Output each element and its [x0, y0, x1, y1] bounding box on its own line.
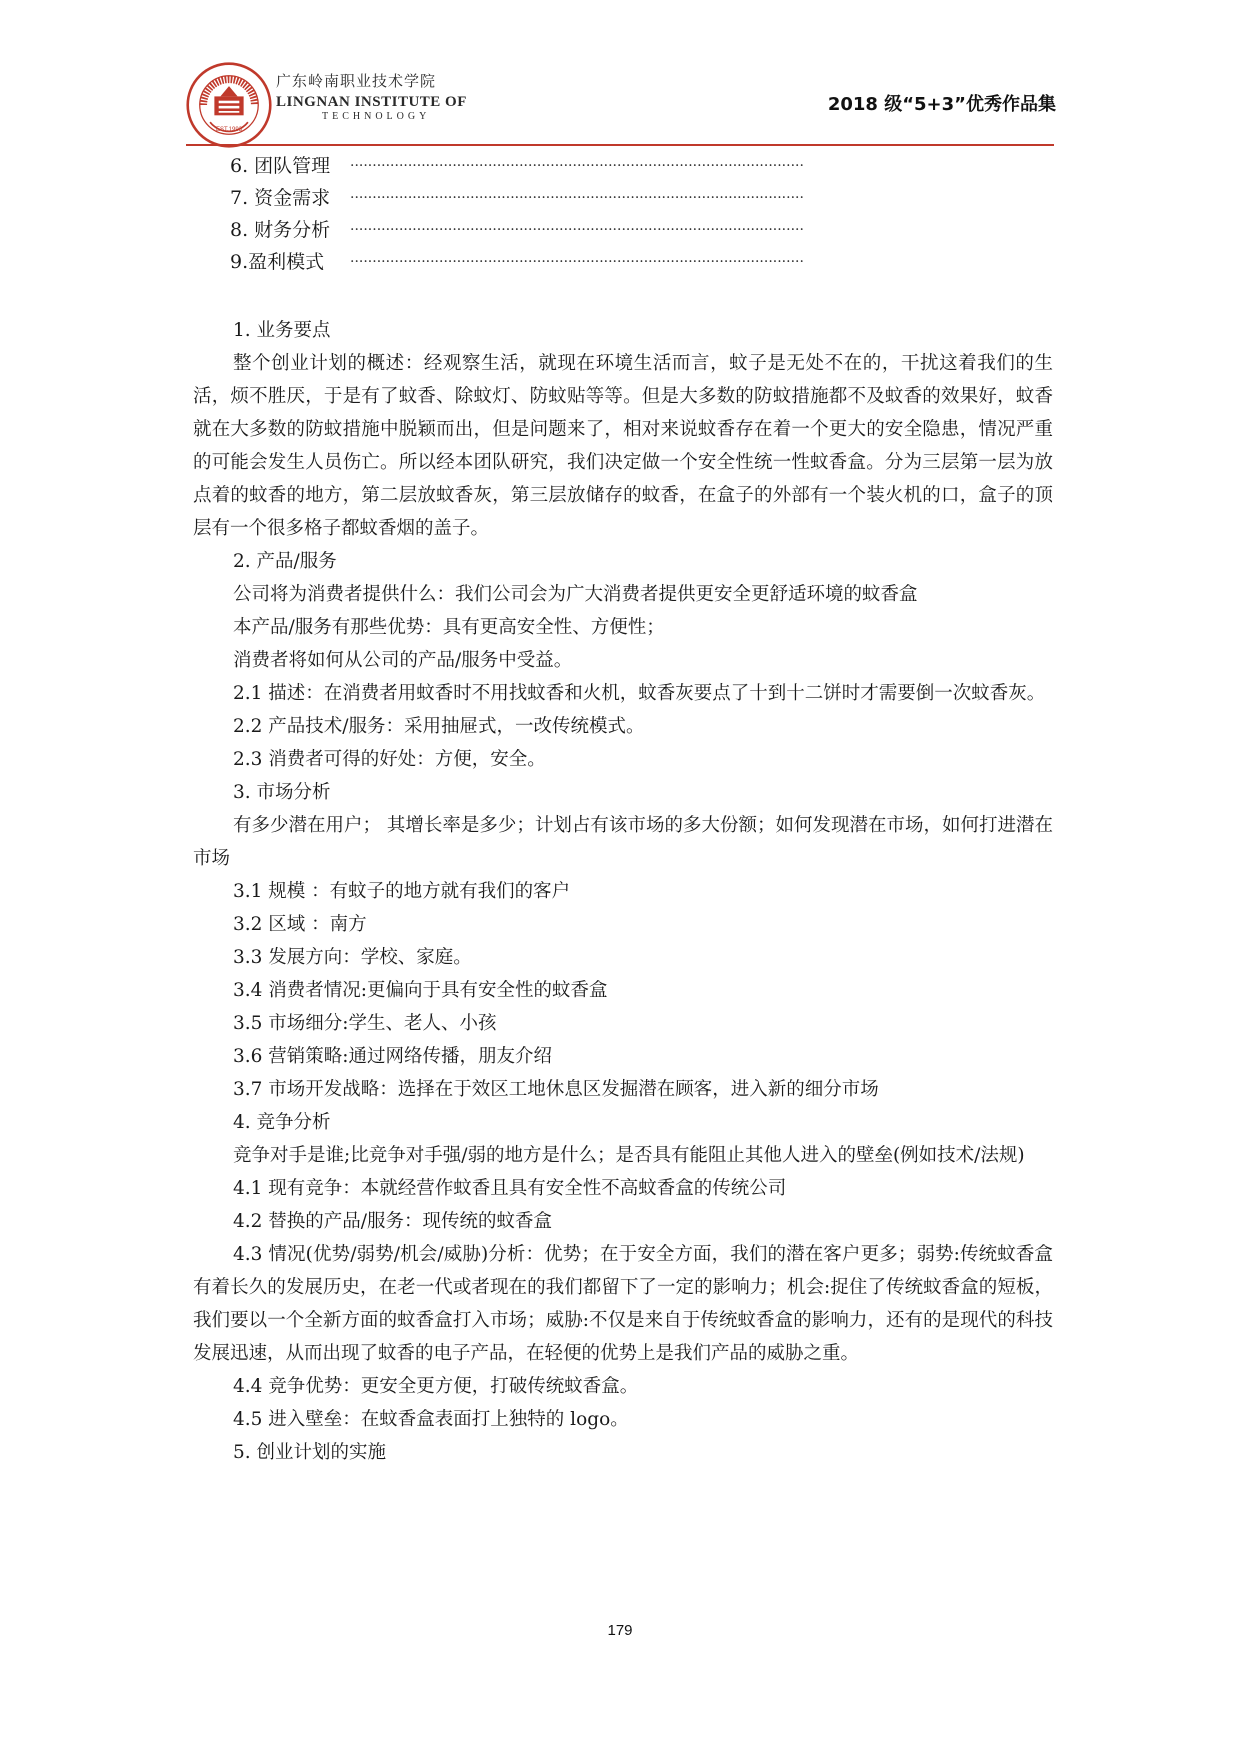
- institution-name: [276, 70, 467, 122]
- toc-item-label: 9.盈利模式: [230, 251, 325, 273]
- document-body: [193, 314, 1053, 1469]
- paragraph: 本产品/服务有那些优势：具有更高安全性、方便性；: [233, 617, 665, 638]
- toc-item: [230, 182, 1010, 214]
- institution-name-en-sub: TECHNOLOGY: [322, 111, 431, 122]
- page-header: [0, 0, 1240, 140]
- paragraph: 3.3 发展方向：学校、家庭。: [233, 947, 472, 968]
- header-divider: [186, 144, 1054, 146]
- institution-name-en: LINGNAN INSTITUTE OF: [276, 94, 467, 110]
- toc-item-label: 8. 财务分析: [230, 219, 331, 241]
- institution-name-cn: 广东岭南职业技术学院: [276, 72, 437, 90]
- paragraph: 4.4 竞争优势：更安全更方便，打破传统蚊香盒。: [233, 1376, 639, 1397]
- paragraph: 3.5 市场细分:学生、老人、小孩: [233, 1013, 497, 1034]
- toc-leader-dots: ······································································································: [350, 254, 804, 270]
- paragraph: 3.2 区域 ：南方: [233, 914, 367, 935]
- paragraph: 4.2 替换的产品/服务：现传统的蚊香盒: [233, 1211, 553, 1232]
- toc-item: [230, 214, 1010, 246]
- toc-item-label: 6. 团队管理: [230, 155, 331, 177]
- section-heading-business: 1. 业务要点: [233, 320, 331, 341]
- paragraph: 4.1 现有竞争：本就经营作蚊香且具有安全性不高蚊香盒的传统公司: [233, 1178, 787, 1199]
- paragraph: 4.5 进入壁垒：在蚊香盒表面打上独特的 logo。: [233, 1409, 629, 1430]
- paragraph: 4.3 情况(优势/弱势/机会/威胁)分析：优势；在于安全方面，我们的潜在客户更多；弱势:传统蚊香盒有着长久的发展历史，在老一代或者现在的我们都留下了一定的影响力；机会:捉住了传统蚊香盒的短板，我们要以一个全新方面的蚊香盒打入市场；威胁:不仅是来自于传统蚊香盒的影响力，还有的是现代的科技发展迅速，从而出现了蚊香的电子产品，在轻便的优势上是我们产品的威胁之重。: [193, 1244, 1053, 1364]
- paragraph: 有多少潜在用户； 其增长率是多少；计划占有该市场的多大份额；如何发现潜在市场，如何打进潜在市场: [193, 815, 1053, 869]
- paragraph-business-overview: 整个创业计划的概述：经观察生活，就现在环境生活而言，蚊子是无处不在的，干扰这着我们的生活，烦不胜厌，于是有了蚊香、除蚊灯、防蚊贴等等。但是大多数的防蚊措施都不及蚊香的效果好，蚊香就在大多数的防蚊措施中脱颖而出，但是问题来了，相对来说蚊香存在着一个更大的安全隐患，情况严重的可能会发生人员伤亡。所以经本团队研究，我们决定做一个安全性统一性蚊香盒。分为三层第一层为放点着的蚊香的地方，第二层放蚊香灰，第三层放储存的蚊香，在盒子的外部有一个装火机的口，盒子的顶层有一个很多格子都蚊香烟的盖子。: [193, 353, 1053, 539]
- toc-item: [230, 246, 1010, 278]
- paragraph: 公司将为消费者提供什么：我们公司会为广大消费者提供更安全更舒适环境的蚊香盒: [233, 584, 918, 605]
- toc-item: [230, 150, 1010, 182]
- section-heading-competition: 4. 竞争分析: [233, 1112, 331, 1133]
- table-of-contents: [230, 150, 1010, 278]
- toc-item-label: 7. 资金需求: [230, 187, 331, 209]
- paragraph: 消费者将如何从公司的产品/服务中受益。: [233, 650, 573, 671]
- paragraph: 3.4 消费者情况:更偏向于具有安全性的蚊香盒: [233, 980, 608, 1001]
- toc-leader-dots: ······································································································: [350, 222, 804, 238]
- paragraph: 2.3 消费者可得的好处：方便，安全。: [233, 749, 546, 770]
- page-number: 179: [607, 1622, 633, 1639]
- paragraph: 2.2 产品技术/服务：采用抽屉式，一改传统模式。: [233, 716, 645, 737]
- paragraph: 3.6 营销策略:通过网络传播，朋友介绍: [233, 1046, 553, 1067]
- paragraph: 竞争对手是谁;比竞争对手强/弱的地方是什么；是否具有能阻止其他人进入的壁垒(例如技术/法规): [233, 1145, 1025, 1166]
- institute-logo: [186, 62, 272, 148]
- section-heading-product: 2. 产品/服务: [233, 551, 337, 572]
- paragraph: 2.1 描述：在消费者用蚊香时不用找蚊香和火机，蚊香灰要点了十到十二饼时才需要倒一次蚊香灰。: [233, 683, 1046, 704]
- paragraph: 3.7 市场开发战略：选择在于效区工地休息区发掘潜在顾客，进入新的细分市场: [233, 1079, 879, 1100]
- toc-leader-dots: ······································································································: [350, 158, 804, 174]
- logo-est-text: EST.1993: [215, 126, 243, 133]
- book-title: 2018 级“5+3”优秀作品集: [827, 94, 1056, 115]
- section-heading-market: 3. 市场分析: [233, 782, 331, 803]
- paragraph: 3.1 规模 ：有蚊子的地方就有我们的客户: [233, 881, 571, 902]
- toc-leader-dots: ······································································································: [350, 190, 804, 206]
- section-heading-implementation: 5. 创业计划的实施: [233, 1442, 387, 1463]
